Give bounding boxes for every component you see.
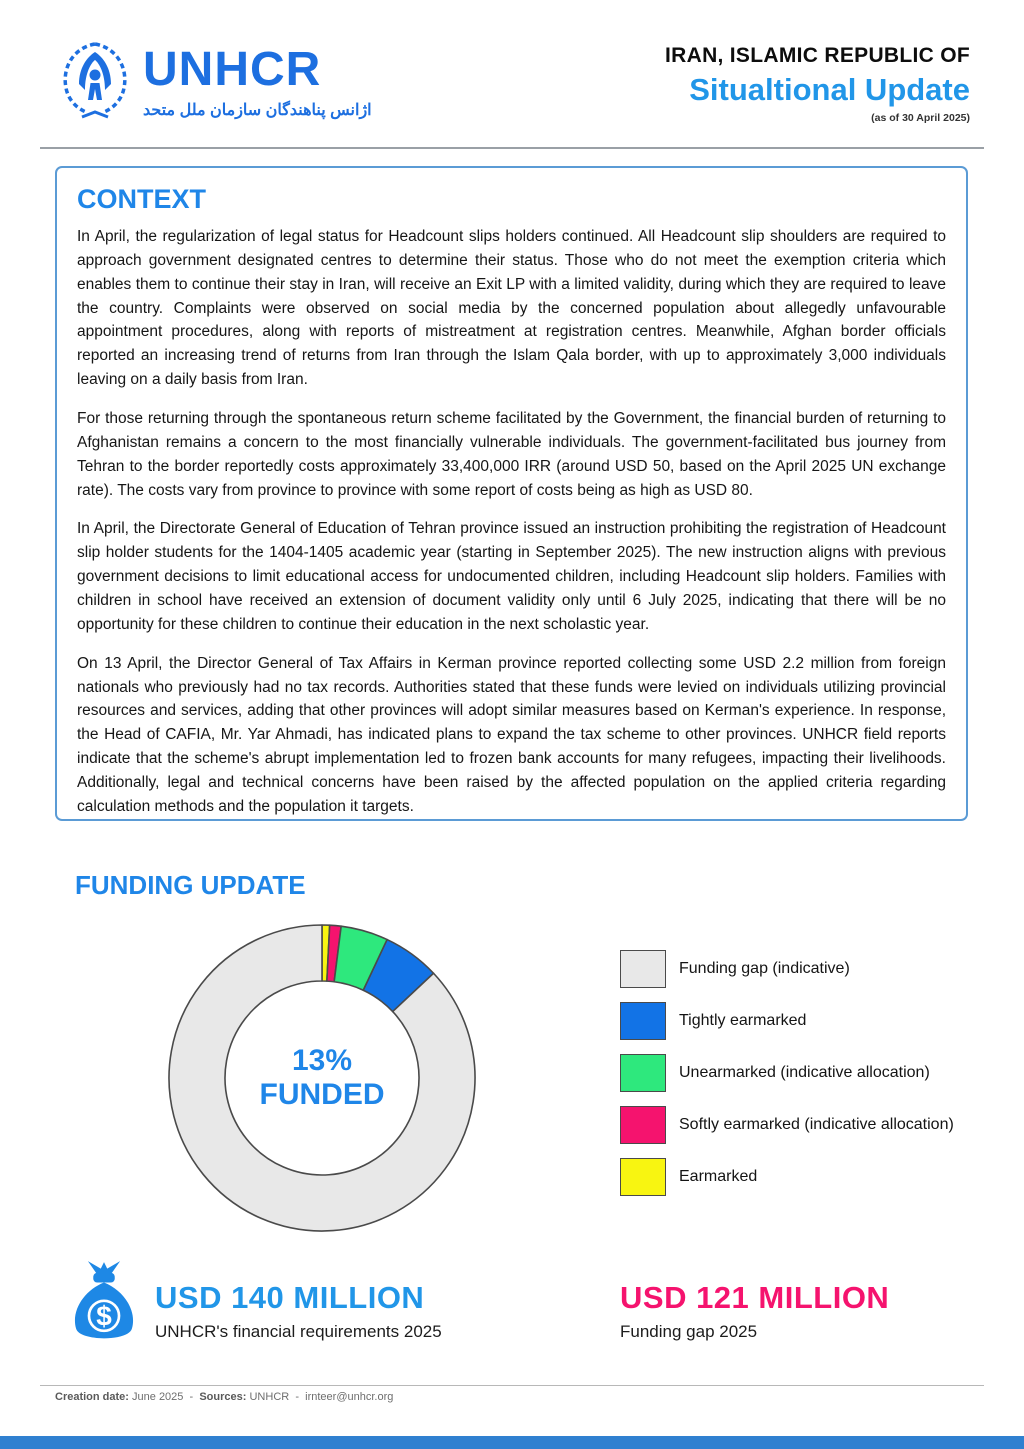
legend-label: Earmarked: [679, 1168, 758, 1185]
unhcr-emblem-icon: [55, 38, 135, 124]
legend-item-funding-gap: [620, 950, 1010, 988]
footer-separator: -: [295, 1391, 300, 1403]
country-title: IRAN, ISLAMIC REPUBLIC OF: [665, 44, 970, 67]
header-divider: [40, 147, 984, 149]
creation-date-value: June 2025: [132, 1391, 184, 1403]
requirements-stat: [155, 1280, 442, 1342]
funding-update-heading: FUNDING UPDATE: [75, 870, 306, 900]
footer-separator: -: [189, 1391, 194, 1403]
legend-label: Funding gap (indicative): [679, 960, 850, 977]
logo-wordmark: UNHCR: [143, 43, 322, 96]
as-of-date: (as of 30 April 2025): [871, 112, 970, 124]
funding-gap-stat: [620, 1280, 889, 1342]
legend-item-earmarked: [620, 1158, 1010, 1196]
context-paragraph-4: On 13 April, the Director General of Tax Affairs in Kerman province reported collecting some USD 2.2 million from foreign nationals who previously had no tax records. Authorities stated that these funds were levied on individuals utilizing provincial resources and services, adding that other provinces will adopt similar measures based on Kerman's experience. In response, the Head of CAFIA, Mr. Yar Ahmadi, has indicated plans to expand the tax scheme to other provinces. UNHCR field reports indicate that the scheme's abrupt implementation led to frozen bank accounts for many refugees, impacting their livelihoods. Additionally, legal and technical concerns have been raised by the affected population on the applied criteria regarding calculation methods and the population it targets.: [77, 654, 946, 815]
legend-item-softly-earmarked: [620, 1106, 1010, 1144]
context-heading: CONTEXT: [77, 184, 207, 214]
legend-item-unearmarked: [620, 1054, 1010, 1092]
legend-label: Softly earmarked (indicative allocation): [679, 1116, 954, 1133]
funding-gap-caption: Funding gap 2025: [620, 1322, 758, 1341]
contact-email-link[interactable]: irnteer@unhcr.org: [305, 1391, 394, 1403]
funding-donut-chart: [162, 918, 482, 1238]
svg-text:$: $: [96, 1300, 112, 1332]
money-bag-icon: [66, 1260, 142, 1348]
bottom-accent-bar: [0, 1436, 1024, 1449]
footer-divider: [40, 1385, 984, 1386]
legend-swatch-softly-earmarked: [620, 1106, 666, 1144]
sources-label: Sources:: [199, 1391, 247, 1403]
document-title: Situaltional Update: [689, 72, 970, 107]
document-header: [665, 44, 970, 124]
funded-percent: 13%: [291, 1043, 353, 1077]
donut-chart-svg: [162, 918, 482, 1238]
logo-farsi-tagline: اژانس پناهندگان سازمان ملل متحد: [143, 102, 372, 119]
requirements-caption: UNHCR's financial requirements 2025: [155, 1322, 442, 1341]
context-paragraph-3: In April, the Directorate General of Education of Tehran province issued an instruction prohibiting the registration of Headcount slip holder students for the 1404-1405 academic year (starting in September 2025). The new instruction aligns with previous government decisions to limit educational access for undocumented children, including Headcount slip holders. Families with children in school have received an extension of document validity only until 6 July 2025, indicating that there will be no opportunity for these children to continue their education in the next scholastic year.: [77, 520, 946, 633]
creation-date-label: Creation date:: [55, 1391, 129, 1403]
chart-legend: [620, 950, 1010, 1210]
context-paragraph-1: In April, the regularization of legal status for Headcount slips holders continued. All Headcount slip shoulders are required to approach government designated centres to determine their status. Those who do not meet the exemption criteria which enables them to continue their stay in Iran, will receive an Exit LP with a limited validity, during which they are required to leave the country. Complaints were observed on social media by the concerned population about allegedly unfavourable appointment procedures, along with reports of mistreatment at registration centres. Meanwhile, Afghan border officials reported an increasing trend of returns from Iran through the Islam Qala border, with up to approximately 3,000 individuals leaving on a daily basis from Iran.: [77, 228, 946, 389]
legend-swatch-tightly-earmarked: [620, 1002, 666, 1040]
context-paragraph-2: For those returning through the spontaneous return scheme facilitated by the Government, the financial burden of returning to Afghanistan remains a concern to the most financially vulnerable individuals. The government-facilitated bus journey from Tehran to the border reportedly costs approximately 33,400,000 IRR (around USD 50, based on the April 2025 UN exchange rate). The costs vary from province to province with some report of costs being as high as USD 80.: [77, 410, 946, 499]
funded-word: FUNDED: [259, 1078, 385, 1111]
context-section: [55, 166, 968, 821]
legend-swatch-unearmarked: [620, 1054, 666, 1092]
legend-swatch-funding-gap: [620, 950, 666, 988]
legend-label: Tightly earmarked: [679, 1012, 807, 1029]
legend-item-tightly-earmarked: [620, 1002, 1010, 1040]
sources-value: UNHCR: [249, 1391, 290, 1403]
unhcr-logo: [55, 38, 372, 124]
funding-gap-amount: USD 121 MILLION: [620, 1280, 890, 1315]
legend-swatch-earmarked: [620, 1158, 666, 1196]
legend-label: Unearmarked (indicative allocation): [679, 1064, 930, 1081]
requirements-amount: USD 140 MILLION: [155, 1280, 425, 1315]
footer-credits: [55, 1391, 393, 1403]
